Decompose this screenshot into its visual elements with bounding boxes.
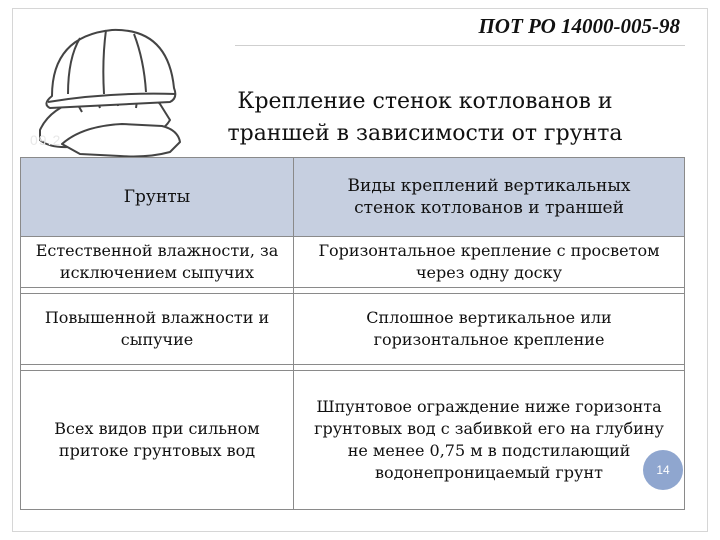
- table-row: [21, 294, 685, 365]
- table-row: [21, 371, 685, 510]
- cell-line: Всех видов при сильном: [54, 419, 260, 438]
- title-line: Крепление стенок котлованов и: [237, 89, 613, 114]
- header-soils: Грунты: [21, 158, 294, 237]
- support-cell: [294, 237, 685, 288]
- cell-line: водонепроницаемый грунт: [375, 463, 603, 482]
- cell-line: горизонтальное крепление: [373, 330, 605, 349]
- cell-line: Повышенной влажности и: [44, 308, 270, 327]
- date-watermark: 09.2: [30, 132, 62, 148]
- soil-cell: [21, 371, 294, 510]
- support-cell: [294, 294, 685, 365]
- cell-line: притоке грунтовых вод: [58, 441, 256, 460]
- header-line: стенок котлованов и траншей: [354, 198, 624, 218]
- cell-line: грунтовых вод с забивкой его на глубину: [314, 419, 664, 438]
- support-cell: [294, 371, 685, 510]
- header-support-types: [294, 158, 685, 237]
- soil-support-table: [20, 157, 685, 510]
- cell-line: через одну доску: [415, 263, 563, 282]
- cell-line: Шпунтовое ограждение ниже горизонта: [316, 397, 662, 416]
- header-line: Виды креплений вертикальных: [347, 176, 631, 196]
- cell-line: Горизонтальное крепление с просветом: [318, 241, 660, 260]
- soil-cell: [21, 294, 294, 365]
- header-divider: [235, 45, 685, 46]
- title-line: траншей в зависимости от грунта: [227, 121, 623, 146]
- cell-line: сыпучие: [120, 330, 194, 349]
- slide-title: [190, 86, 660, 150]
- soil-cell: [21, 237, 294, 288]
- cell-line: Сплошное вертикальное или: [366, 308, 612, 327]
- page-number-badge: 14: [643, 450, 683, 490]
- cell-line: не менее 0,75 м в подстилающий: [347, 441, 631, 460]
- table-row: [21, 237, 685, 288]
- cell-line: Естественной влажности, за: [35, 241, 279, 260]
- cell-line: исключением сыпучих: [59, 263, 255, 282]
- document-code: ПОТ РО 14000-005-98: [478, 14, 680, 38]
- table-header-row: [21, 158, 685, 237]
